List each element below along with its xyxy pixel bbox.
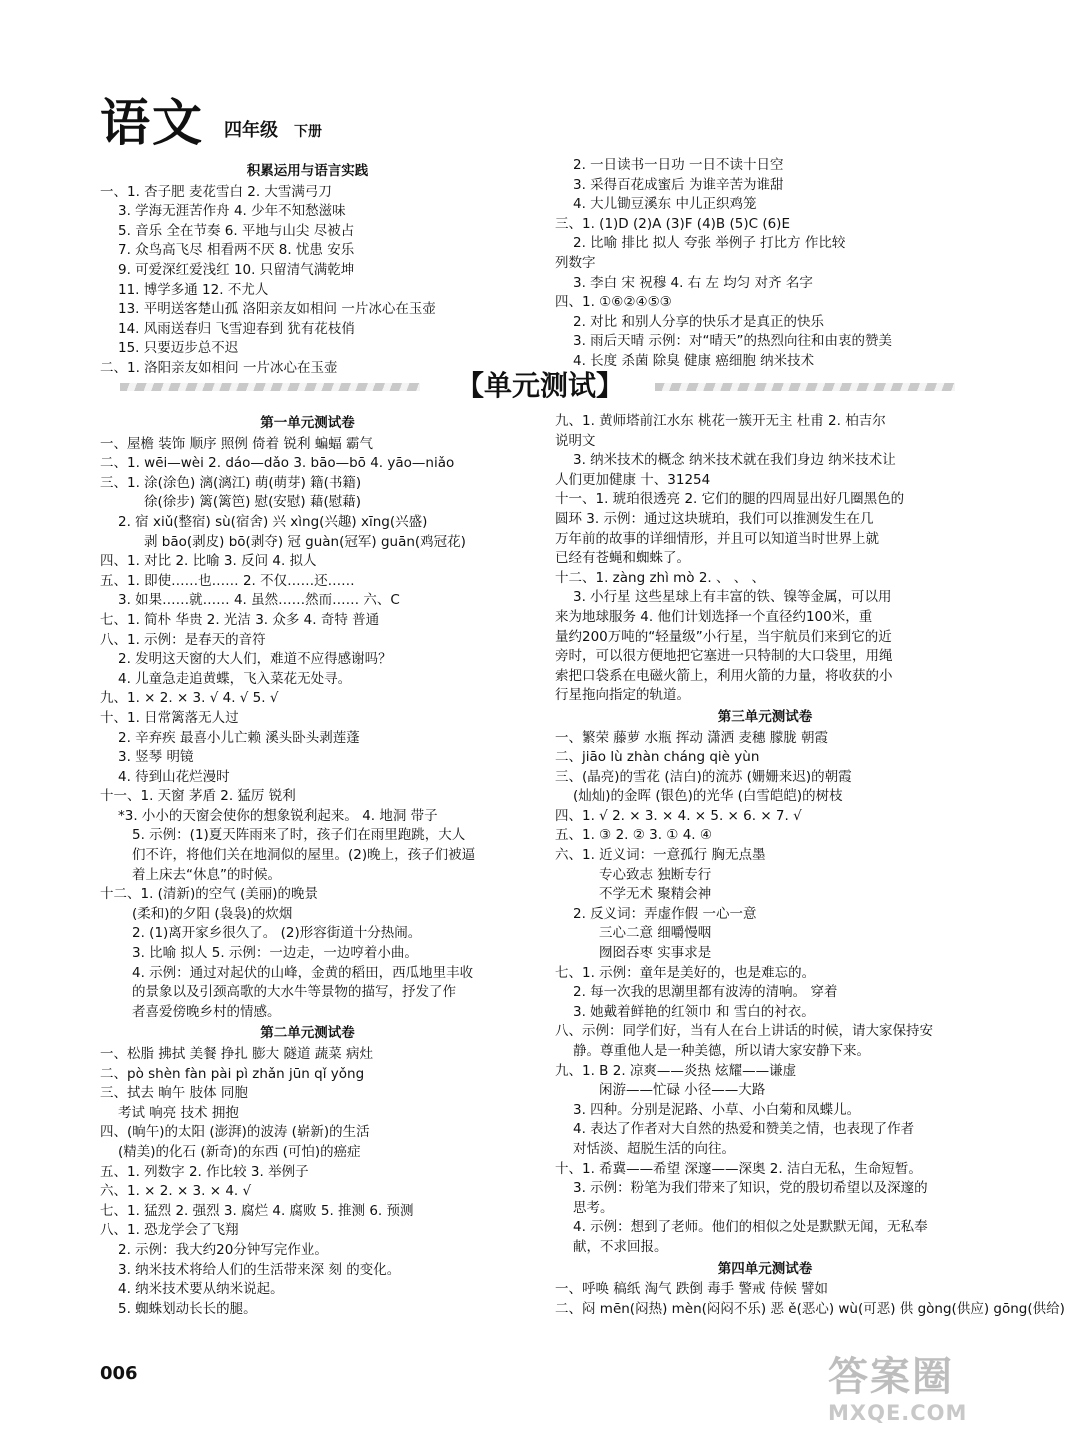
answer-line: 七、1. 示例：童年是美好的，也是难忘的。 bbox=[555, 964, 816, 981]
section-title: 积累运用与语言实践 bbox=[246, 163, 369, 179]
section-title: 第二单元测试卷 bbox=[260, 1025, 355, 1042]
answer-line: 11. 博学多通 12. 不尤人 bbox=[118, 281, 269, 298]
answer-line: 十、1. 希冀——希望 深邃——深奥 2. 洁白无私，生命短暂。 bbox=[555, 1160, 922, 1177]
unit-test-banner bbox=[100, 366, 960, 406]
answer-line: 一、呼唤 稿纸 淘气 跌倒 毒手 警戒 侍候 譬如 bbox=[555, 1281, 829, 1298]
answer-line: 四、(晌午)的太阳 (澎湃)的波涛 (崭新)的生活 bbox=[100, 1124, 370, 1141]
left-column-bottom bbox=[100, 412, 515, 1319]
answer-line: 4. 表达了作者对大自然的热爱和赞美之情，也表现了作者 bbox=[573, 1121, 915, 1138]
answer-line: 3. 如果……就…… 4. 虽然……然而…… 六、C bbox=[118, 592, 400, 609]
answer-line: 静。尊重他人是一种美德，所以请大家安静下来。 bbox=[573, 1043, 870, 1059]
answer-line: 2. 一日读书一日功 一日不读十日空 bbox=[573, 157, 784, 173]
answer-line: 十一、1. 琥珀很透亮 2. 它们的腿的四周显出好几圈黑色的 bbox=[555, 491, 905, 508]
answer-line: 3. 她戴着鲜艳的红领巾 和 雪白的衬衣。 bbox=[573, 1003, 815, 1020]
answer-line: 3. 纳米技术将给人们的生活带来深 刻 的变化。 bbox=[118, 1261, 401, 1278]
watermark-chars: 答案圈 bbox=[828, 1354, 954, 1400]
answer-line: 索把口袋系在电磁火箭上，利用火箭的力量，将收获的小 bbox=[555, 667, 893, 684]
answer-line: 的景象以及引颈高歌的大水牛等景物的描写，抒发了作 bbox=[132, 984, 456, 1001]
answer-line: 八、1. 示例：是春天的音符 bbox=[100, 631, 266, 648]
answer-line: 三、1. (1)D (2)A (3)F (4)B (5)C (6)E bbox=[555, 215, 790, 232]
answer-line: 三心二意 细嚼慢咽 bbox=[599, 925, 712, 942]
volume-label: 下册 bbox=[294, 124, 322, 140]
answer-line: (灿灿)的金晖 (银色)的光华 (白雪皑皑)的树枝 bbox=[573, 788, 843, 805]
answer-line: 二、1. wēi—wèi 2. dáo—dǎo 3. bāo—bō 4. yāo—niǎo bbox=[100, 455, 455, 472]
answer-line: 二、pò shèn fàn pài pì zhǎn jūn qǐ yǒng bbox=[100, 1065, 365, 1082]
answer-line: 2. 每一次我的思潮里都有波涛的清响。 穿着 bbox=[573, 984, 838, 1001]
answer-line: 3. 李白 宋 祝穆 4. 右 左 均匀 对齐 名字 bbox=[573, 274, 813, 291]
answer-line: 5. 蜘蛛划动长长的腿。 bbox=[118, 1300, 257, 1317]
answer-line: 九、1. 黄师塔前江水东 桃花一簇开无主 杜甫 2. 柏吉尔 bbox=[555, 413, 886, 429]
answer-line: (柔和)的夕阳 (袅袅)的炊烟 bbox=[132, 905, 293, 922]
answer-line: 对恬淡、超脱生活的向往。 bbox=[573, 1140, 735, 1157]
answer-line: 4. 待到山花烂漫时 bbox=[118, 768, 230, 785]
page-number: 006 bbox=[100, 1363, 138, 1384]
answer-line: 万年前的故事的详细情形，并且可以知道当时世界上就 bbox=[555, 530, 879, 547]
answer-line: 已经有苍蝇和蜘蛛了。 bbox=[555, 550, 690, 567]
answer-line: 2. 宿 xiǔ(整宿) sù(宿舍) 兴 xìng(兴趣) xīng(兴盛) bbox=[118, 513, 428, 530]
banner-stripe-right bbox=[655, 383, 955, 391]
answer-line: 七、1. 猛烈 2. 强烈 3. 腐烂 4. 腐败 5. 推测 6. 预测 bbox=[100, 1202, 414, 1219]
answer-line: 4. 纳米技术要从纳米说起。 bbox=[118, 1281, 284, 1298]
answer-line: 13. 平明送客楚山孤 洛阳亲友如相问 一片冰心在玉壶 bbox=[118, 301, 436, 318]
answer-line: 三、1. 涂(涂色) 漓(漓江) 萌(萌芽) 籍(书籍) bbox=[100, 474, 362, 491]
answer-line: 3. 学海无涯苦作舟 4. 少年不知愁滋味 bbox=[118, 203, 346, 220]
answer-line: 量约200万吨的“轻量级”小行星，当宇航员们来到它的近 bbox=[555, 628, 892, 645]
answer-line: 3. 竖琴 明镜 bbox=[118, 749, 194, 766]
answer-line: 2. 辛弃疾 最喜小儿亡赖 溪头卧头剥莲蓬 bbox=[118, 729, 360, 746]
section-title: 第一单元测试卷 bbox=[260, 415, 355, 431]
answer-line: 5. 音乐 全在节奏 6. 平地与山尖 尽被占 bbox=[118, 222, 355, 239]
answer-line: 六、1. 近义词：一意孤行 胸无点墨 bbox=[555, 847, 766, 864]
answer-line: 2. 反义词：弄虚作假 一心一意 bbox=[573, 905, 757, 922]
answer-line: 3. 采得百花成蜜后 为谁辛苦为谁甜 bbox=[573, 176, 784, 193]
answer-line: 考试 响亮 技术 拥抱 bbox=[118, 1104, 239, 1121]
answer-line: 徐(徐步) 篱(篱笆) 慰(安慰) 藉(慰藉) bbox=[144, 494, 362, 511]
answer-line: 一、松脂 拂拭 美餐 挣扎 膨大 隧道 蔬菜 病灶 bbox=[100, 1046, 374, 1062]
answer-line: 人们更加健康 十、31254 bbox=[555, 471, 711, 488]
answer-line: 4. 示例：通过对起伏的山峰，金黄的稻田，西瓜地里丰收 bbox=[132, 964, 474, 981]
answer-line: 2. 示例：我大约20分钟写完作业。 bbox=[118, 1241, 328, 1258]
section-title: 第四单元测试卷 bbox=[717, 1260, 813, 1277]
answer-line: 四、1. √ 2. × 3. × 4. × 5. × 6. × 7. √ bbox=[555, 807, 802, 824]
answer-line: 2. 发明这天窗的大人们，难道不应得感谢吗？ bbox=[118, 651, 392, 668]
answer-line: 2. (1)离开家乡很久了。 (2)形容街道十分热闹。 bbox=[132, 925, 422, 942]
answer-line: 列数字 bbox=[555, 254, 596, 271]
answer-line: 十一、1. 天窗 茅盾 2. 猛厉 锐利 bbox=[100, 788, 296, 805]
answer-line: 者喜爱傍晚乡村的情感。 bbox=[132, 1003, 281, 1020]
right-column-bottom bbox=[555, 412, 1065, 1319]
answer-line: 们不许，将他们关在地洞似的屋里。(2)晚上，孩子们被逼 bbox=[132, 847, 476, 864]
answer-line: 3. 四种。分别是泥路、小草、小白菊和凤蝶儿。 bbox=[573, 1101, 861, 1118]
answer-line: 二、闷 mēn(闷热) mèn(闷闷不乐) 恶 ě(恶心) wù(可恶) 供 gòng(供应) gōng(供给) bbox=[555, 1300, 1065, 1317]
answer-line: 4. 示例：想到了老师。他们的相似之处是默默无闻，无私奉 bbox=[573, 1219, 928, 1236]
answer-line: 旁时，可以很方便地把它塞进一只特制的大口袋里，用绳 bbox=[555, 648, 893, 665]
answer-line: 四、1. ①⑥②④⑤③ bbox=[555, 294, 672, 311]
answer-line: 思考。 bbox=[573, 1199, 614, 1216]
answer-line: 十、1. 日常篱落无人过 bbox=[100, 709, 239, 726]
answer-line: 专心致志 独断专行 bbox=[599, 866, 712, 883]
answer-line: 4. 长度 杀菌 除臭 健康 癌细胞 纳米技术 bbox=[573, 352, 815, 369]
answer-line: 五、1. 列数字 2. 作比较 3. 举例子 bbox=[100, 1163, 309, 1180]
answer-line: 二、1. 洛阳亲友如相问 一片冰心在玉壶 bbox=[100, 359, 338, 376]
answer-line: 4. 儿童急走追黄蝶，飞入菜花无处寻。 bbox=[118, 670, 352, 687]
answer-line: *3. 小小的天窗会使你的想象锐利起来。 4. 地洞 带子 bbox=[118, 807, 438, 824]
answer-line: 5. 示例：(1)夏天阵雨来了时，孩子们在雨里跑跳，大人 bbox=[132, 827, 466, 844]
right-column-top bbox=[555, 156, 975, 372]
answer-line: 说明文 bbox=[555, 432, 596, 449]
answer-line: 3. 雨后天晴 示例：对“晴天”的热烈向往和由衷的赞美 bbox=[573, 333, 892, 350]
answer-line: 2. 比喻 排比 拟人 夸张 举例子 打比方 作比较 bbox=[573, 235, 846, 252]
answer-line: 圆环 3. 示例：通过这块琥珀，我们可以推测发生在几 bbox=[555, 510, 874, 527]
banner-label: 【单元测试】 bbox=[455, 369, 624, 402]
answer-line: 7. 众鸟高飞尽 相看两不厌 8. 忧患 安乐 bbox=[118, 242, 355, 259]
answer-line: 3. 纳米技术的概念 纳米技术就在我们身边 纳米技术让 bbox=[573, 452, 896, 469]
watermark-logo bbox=[828, 1353, 978, 1433]
banner-stripe-left bbox=[120, 383, 420, 391]
answer-line: 囫囵吞枣 实事求是 bbox=[599, 945, 712, 962]
answer-line: (精美)的化石 (新奇)的东西 (可怕)的癌症 bbox=[118, 1143, 361, 1160]
answer-line: 2. 对比 和别人分享的快乐才是真正的快乐 bbox=[573, 313, 824, 330]
grade-label: 四年级 bbox=[224, 120, 278, 141]
answer-line: 不学无术 聚精会神 bbox=[599, 886, 712, 903]
answer-line: 一、屋檐 装饰 顺序 照例 倚着 锐利 蝙蝠 霸气 bbox=[100, 435, 374, 452]
answer-line: 一、繁荣 藤萝 水瓶 挥动 潇洒 麦穗 朦胧 朝霞 bbox=[555, 729, 829, 746]
answer-line: 9. 可爱深红爱浅红 10. 只留清气满乾坤 bbox=[118, 261, 355, 278]
answer-line: 八、1. 恐龙学会了飞翔 bbox=[100, 1222, 239, 1239]
answer-line: 一、1. 杏子肥 麦花雪白 2. 大雪满弓刀 bbox=[100, 183, 332, 200]
answer-line: 五、1. ③ 2. ② 3. ① 4. ④ bbox=[555, 827, 712, 844]
answer-line: 14. 风雨送春归 飞雪迎春到 犹有花枝俏 bbox=[118, 320, 355, 337]
section-title: 第三单元测试卷 bbox=[717, 708, 813, 725]
page-header bbox=[100, 88, 322, 152]
answer-line: 4. 大儿锄豆溪东 中儿正织鸡笼 bbox=[573, 196, 757, 213]
answer-line: 十二、1. zàng zhì mò 2. 、 、 、 bbox=[555, 569, 766, 586]
answer-line: 六、1. × 2. × 3. × 4. √ bbox=[100, 1183, 252, 1200]
answer-line: 八、示例：同学们好，当有人在台上讲话的时候，请大家保持安 bbox=[555, 1023, 933, 1040]
answer-line: 四、1. 对比 2. 比喻 3. 反问 4. 拟人 bbox=[100, 553, 317, 570]
answer-line: 来为地球服务 4. 他们计划选择一个直径约100米，重 bbox=[555, 608, 873, 625]
answer-line: 3. 示例：粉笔为我们带来了知识，党的殷切希望以及深邃的 bbox=[573, 1180, 928, 1197]
left-column-top bbox=[100, 160, 515, 379]
answer-line: 3. 小行星 这些星球上有丰富的铁、镍等金属，可以用 bbox=[573, 589, 892, 606]
answer-line: 五、1. 即使……也…… 2. 不仅……还…… bbox=[100, 572, 355, 589]
answer-line: 剥 bāo(剥皮) bō(剥夺) 冠 guàn(冠军) guān(鸡冠花) bbox=[144, 533, 466, 550]
answer-line: 3. 比喻 拟人 5. 示例：一边走，一边哼着小曲。 bbox=[132, 945, 418, 962]
answer-line: 七、1. 简朴 华贵 2. 光洁 3. 众多 4. 奇特 普通 bbox=[100, 611, 380, 628]
answer-line: 三、拭去 晌午 肢体 同胞 bbox=[100, 1085, 248, 1102]
watermark-url: MXQE.COM bbox=[828, 1401, 968, 1425]
answer-line: 15. 只要迈步总不迟 bbox=[118, 340, 239, 357]
answer-line: 十二、1. (清新)的空气 (美丽)的晚景 bbox=[100, 886, 319, 903]
answer-line: 二、jiāo lù zhàn cháng qiè yùn bbox=[555, 749, 760, 766]
answer-line: 九、1. B 2. 凉爽——炎热 炫耀——谦虚 bbox=[555, 1062, 797, 1079]
answer-line: 九、1. × 2. × 3. √ 4. √ 5. √ bbox=[100, 690, 279, 707]
answer-line: 闲游——忙碌 小径——大路 bbox=[599, 1082, 766, 1099]
answer-line: 行星拖向指定的轨道。 bbox=[555, 687, 690, 704]
answer-line: 着上床去“休息”的时候。 bbox=[132, 866, 281, 883]
answer-line: 献，不求回报。 bbox=[573, 1238, 668, 1255]
answer-line: 三、(晶亮)的雪花 (洁白)的流苏 (姗姗来迟)的朝霞 bbox=[555, 768, 852, 785]
subject-title: 语文 bbox=[100, 94, 204, 152]
